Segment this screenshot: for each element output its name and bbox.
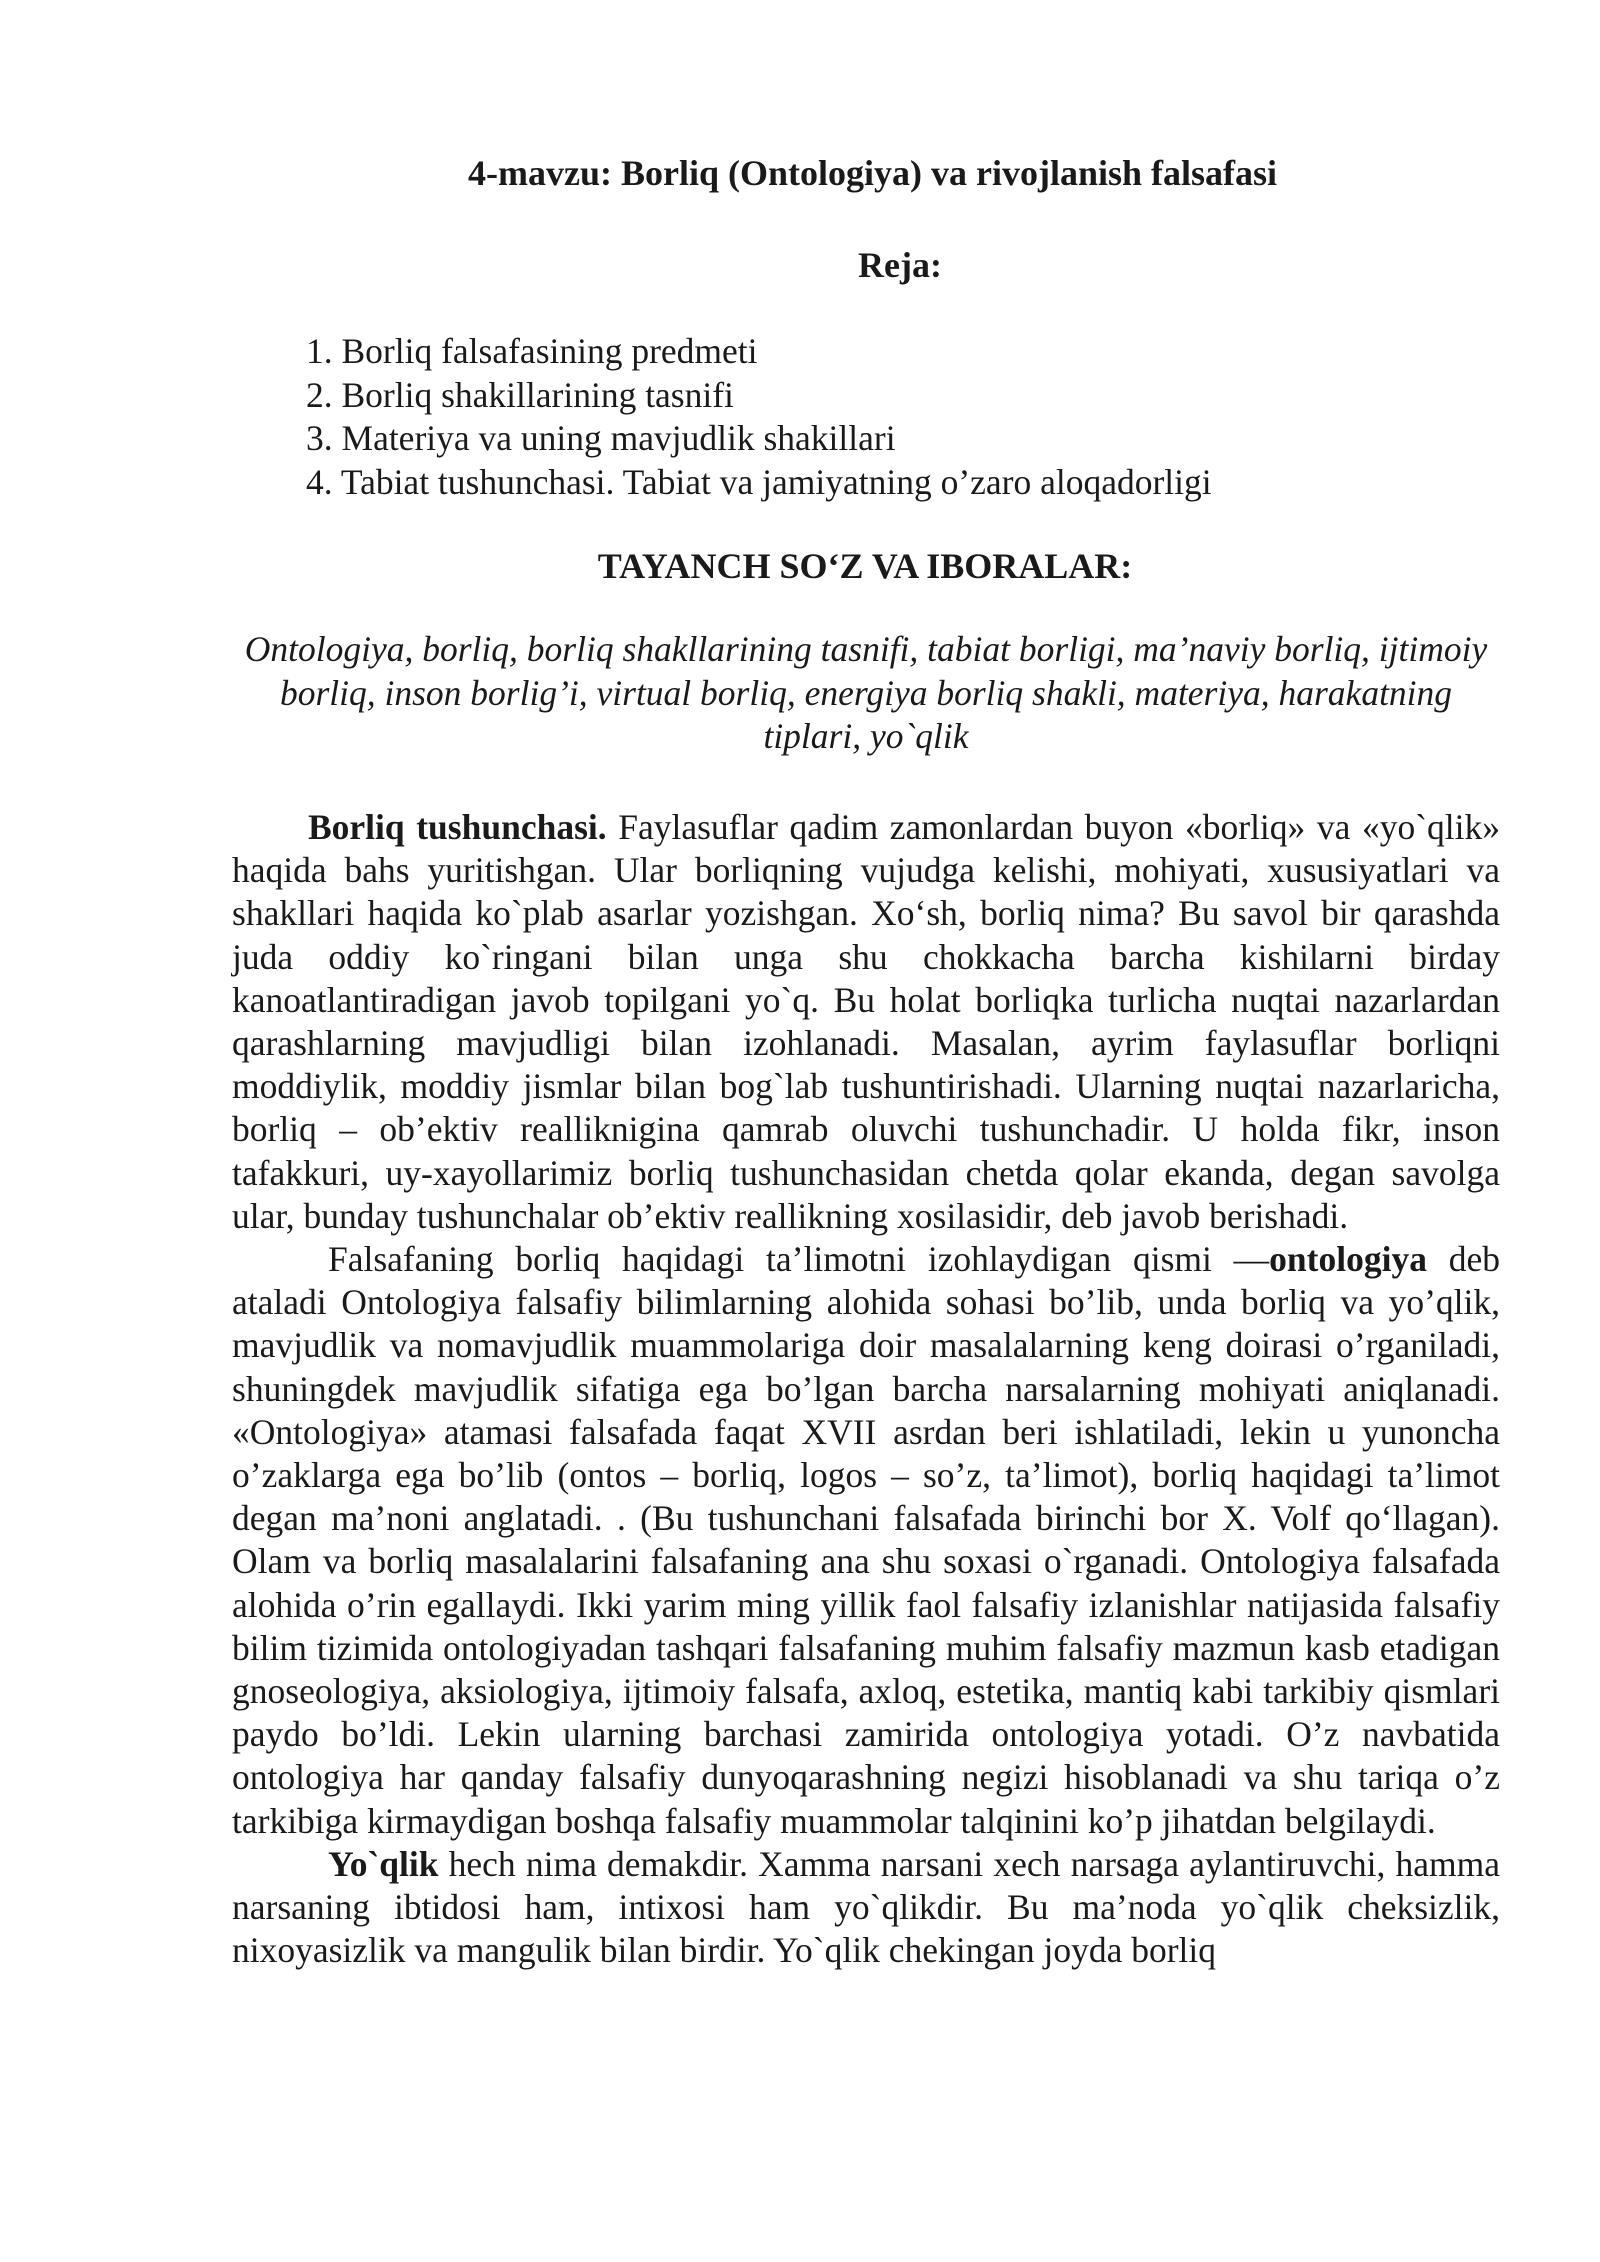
plan-item: 3. Materiya va uning mavjudlik shakillari bbox=[306, 418, 896, 458]
plan-item: 4. Tabiat tushunchasi. Tabiat va jamiyatning o’zaro aloqadorligi bbox=[306, 461, 1212, 502]
paragraph-lead-bold: Yo`qlik bbox=[328, 1843, 439, 1884]
plan-list bbox=[306, 330, 1212, 504]
paragraph-lead-bold: Borliq tushunchasi. bbox=[308, 807, 607, 847]
body-text bbox=[232, 806, 1500, 1972]
paragraph-text: deb ataladi Ontologiya falsafiy bilimlarning alohida sohasi bo’lib, unda borliq va yo’qlik, mavjudlik va nomavjudlik muammolariga doir masalalarning keng doirasi o’rganiladi, shuningdek mavjudlik sifatiga ega bo’lgan barcha narsalarning mohiyati aniqlanadi. «Ontologiya» atamasi falsafada faqat XVII asrdan beri ishlatiladi, lekin u yunoncha o’zaklarga ega bo’lib (ontos – borliq, logos – so’z, ta’limot), borliq haqidagi ta’limot degan ma’noni anglatadi. . (Bu tushunchani falsafada birinchi bor X. Volf qo‘llagan). Olam va borliq masalalarini falsafaning ana shu soxasi o`rganadi. Ontologiya falsafada alohida o’rin egallaydi. Ikki yarim ming yillik faol falsafiy izlanishlar natijasida falsafiy bilim tizimida ontologiyadan tashqari falsafaning muhim falsafiy mazmun kasb etadigan gnoseologiya, aksiologiya, ijtimoiy falsafa, axloq, estetika, mantiq kabi tarkibiy qismlari paydo bo’ldi. Lekin ularning barchasi zamirida ontologiya yotadi. O’z navbatida ontologiya har qanday falsafiy dunyoqarashning negizi hisoblanadi va shu tariqa o’z tarkibiga kirmaydigan boshqa falsafiy muammolar talqinini ko’p jihatdan belgilaydi. bbox=[232, 1239, 1500, 1841]
plan-item: 1. Borliq falsafasining predmeti bbox=[306, 331, 758, 371]
plan-item: 2. Borliq shakillarining tasnifi bbox=[306, 374, 734, 415]
paragraph-yoqlik bbox=[232, 1843, 1500, 1973]
paragraph-text: Falsafaning borliq haqidagi ta’limotni izohlaydigan qismi — bbox=[328, 1239, 1270, 1280]
paragraph-text: Faylasuflar qadim zamonlardan buyon «borliq» va «yo`qlik» haqida bahs yuritishgan. Ular borliqning vujudga kelishi, mohiyati, xususiyatlari va shakllari haqida ko`plab asarlar yozishgan. Xo‘sh, borliq nima? Bu savol bir qarashda juda oddiy ko`ringani bilan unga shu chokkacha barcha kishilarni birday kanoatlantiradigan javob topilgani yo`q. Bu holat borliqka turlicha nuqtai nazarlardan qarashlarning mavjudligi bilan izohlanadi. Masalan, ayrim faylasuflar borliqni moddiylik, moddiy jismlar bilan bog`lab tushuntirishadi. Ularning nuqtai nazarlaricha, borliq – ob’ektiv reallikniginа qamrab oluvchi tushunchadir. U holda fikr, inson tafakkuri, uy-xayollarimiz borliq tushunchasidan chetda qolar ekanda, degan savolga ular, bunday tushunchalar ob’ektiv reallikning xosilasidir, deb javob berishadi. bbox=[232, 807, 1500, 1236]
paragraph-borliq bbox=[232, 806, 1500, 1238]
paragraph-text: hech nima demakdir. Xamma narsani xech narsaga aylantiruvchi, hamma narsaning ibtidosi ham, intixosi ham yo`qlikdir. Bu ma’noda yo`qlik cheksizlik, nixoyasizlik va mangulik bilan birdir. Yo`qlik chekingan joyda borliq bbox=[232, 1843, 1500, 1971]
keywords-heading: TAYANCH SO‘Z VA IBORALAR: bbox=[597, 546, 1133, 586]
paragraph-ontologiya bbox=[232, 1238, 1500, 1843]
document-title: 4-mavzu: Borliq (Ontologiya) va rivojlanish falsafasi bbox=[468, 153, 1277, 193]
plan-heading: Reja: bbox=[858, 245, 942, 285]
keywords-text: Ontologiya, borliq, borliq shakllarining tasnifi, tabiat borligi, ma’naviy borliq, ijtimoiy borliq, inson borlig’i, virtual borliq, energiya borliq shakli, materiya, harakatning tiplari, yo`qlik bbox=[244, 629, 1488, 756]
inline-term-bold: ontologiya bbox=[1269, 1239, 1427, 1280]
